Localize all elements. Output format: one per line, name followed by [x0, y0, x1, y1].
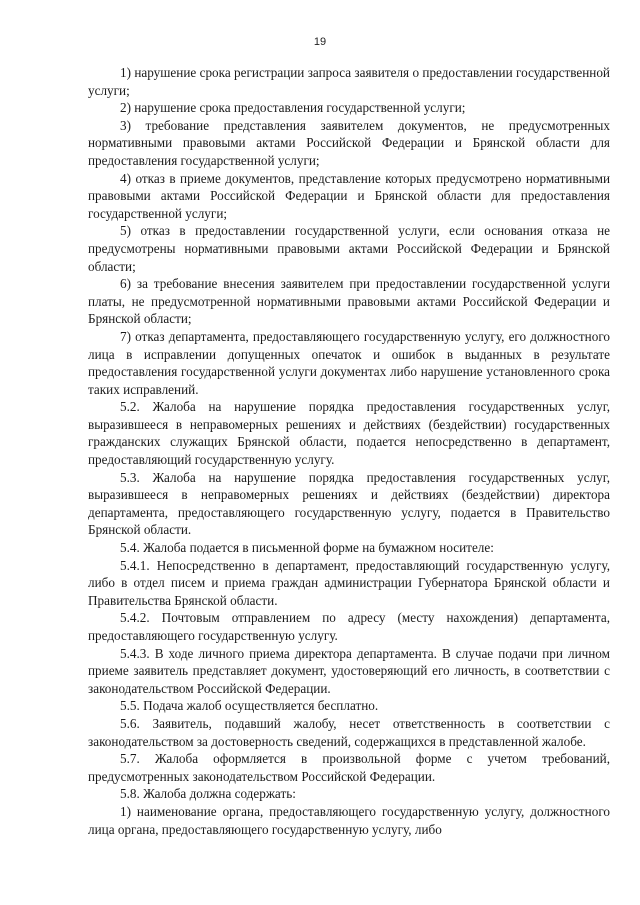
paragraph-5-2: 5.2. Жалоба на нарушение порядка предоставления государственных услуг, выразившееся в неправомерных решениях и действиях (бездействии) государственных гражданских служащих Брянской области, подается непосредственно в департамент, предоставляющий государственную услугу.: [88, 399, 610, 468]
document-body: [88, 64, 610, 838]
paragraph-5-8: 5.8. Жалоба должна содержать:: [120, 786, 296, 802]
paragraph-5-4-3: 5.4.3. В ходе личного приема директора департамента. В случае подачи при личном приеме заявитель представляет документ, удостоверяющий его личность, в соответствии с законодательством Российской Федерации.: [88, 645, 610, 696]
paragraph-5-7: 5.7. Жалоба оформляется в произвольной форме с учетом требований, предусмотренных законодательством Российской Федерации.: [88, 751, 610, 784]
paragraph-5-4-1: 5.4.1. Непосредственно в департамент, предоставляющий государственную услугу, либо в отдел писем и приема граждан администрации Губернатора Брянской области и Правительства Брянской области.: [88, 557, 610, 608]
paragraph-item-6: 6) за требование внесения заявителем при предоставлении государственной услуги платы, не предусмотренной нормативными правовыми актами Российской Федерации и Брянской области;: [88, 276, 610, 327]
paragraph-5-3: 5.3. Жалоба на нарушение порядка предоставления государственных услуг, выразившееся в неправомерных решениях и действиях (бездействии) директора департамента, предоставляющего государственную услугу, подается в Правительство Брянской области.: [88, 469, 610, 538]
paragraph-item-5: 5) отказ в предоставлении государственной услуги, если основания отказа не предусмотрены нормативными правовыми актами Российской Федерации и Брянской области;: [88, 223, 610, 274]
paragraph-item-4: 4) отказ в приеме документов, представление которых предусмотрено нормативными правовыми актами Российской Федерации и Брянской области для предоставления государственной услуги;: [88, 170, 610, 221]
paragraph-5-4-2: 5.4.2. Почтовым отправлением по адресу (месту нахождения) департамента, предоставляющего государственную услугу.: [88, 610, 610, 643]
paragraph-5-4: 5.4. Жалоба подается в письменной форме на бумажном носителе:: [120, 540, 494, 556]
paragraph-item-7: 7) отказ департамента, предоставляющего государственную услугу, его должностного лица в исправлении допущенных опечаток и ошибок в выданных в результате предоставления государственной услуги документах либо нарушение установленного срока таких исправлений.: [88, 328, 610, 397]
paragraph-5-5: 5.5. Подача жалоб осуществляется бесплатно.: [120, 698, 379, 714]
paragraph-5-6: 5.6. Заявитель, подавший жалобу, несет ответственность в соответствии с законодательством за достоверность сведений, содержащихся в представленной жалобе.: [88, 715, 610, 749]
paragraph-5-8-item-1: 1) наименование органа, предоставляющего государственную услугу, должностного лица органа, предоставляющего государственную услугу, либо: [88, 803, 610, 837]
page-number: 19: [313, 36, 327, 48]
paragraph-item-1: 1) нарушение срока регистрации запроса заявителя о предоставлении государственной услуги;: [88, 65, 610, 98]
paragraph-item-2: 2) нарушение срока предоставления государственной услуги;: [120, 100, 466, 116]
paragraph-item-3: 3) требование представления заявителем документов, не предусмотренных нормативными правовыми актами Российской Федерации и Брянской области для предоставления государственной услуги;: [88, 117, 610, 168]
